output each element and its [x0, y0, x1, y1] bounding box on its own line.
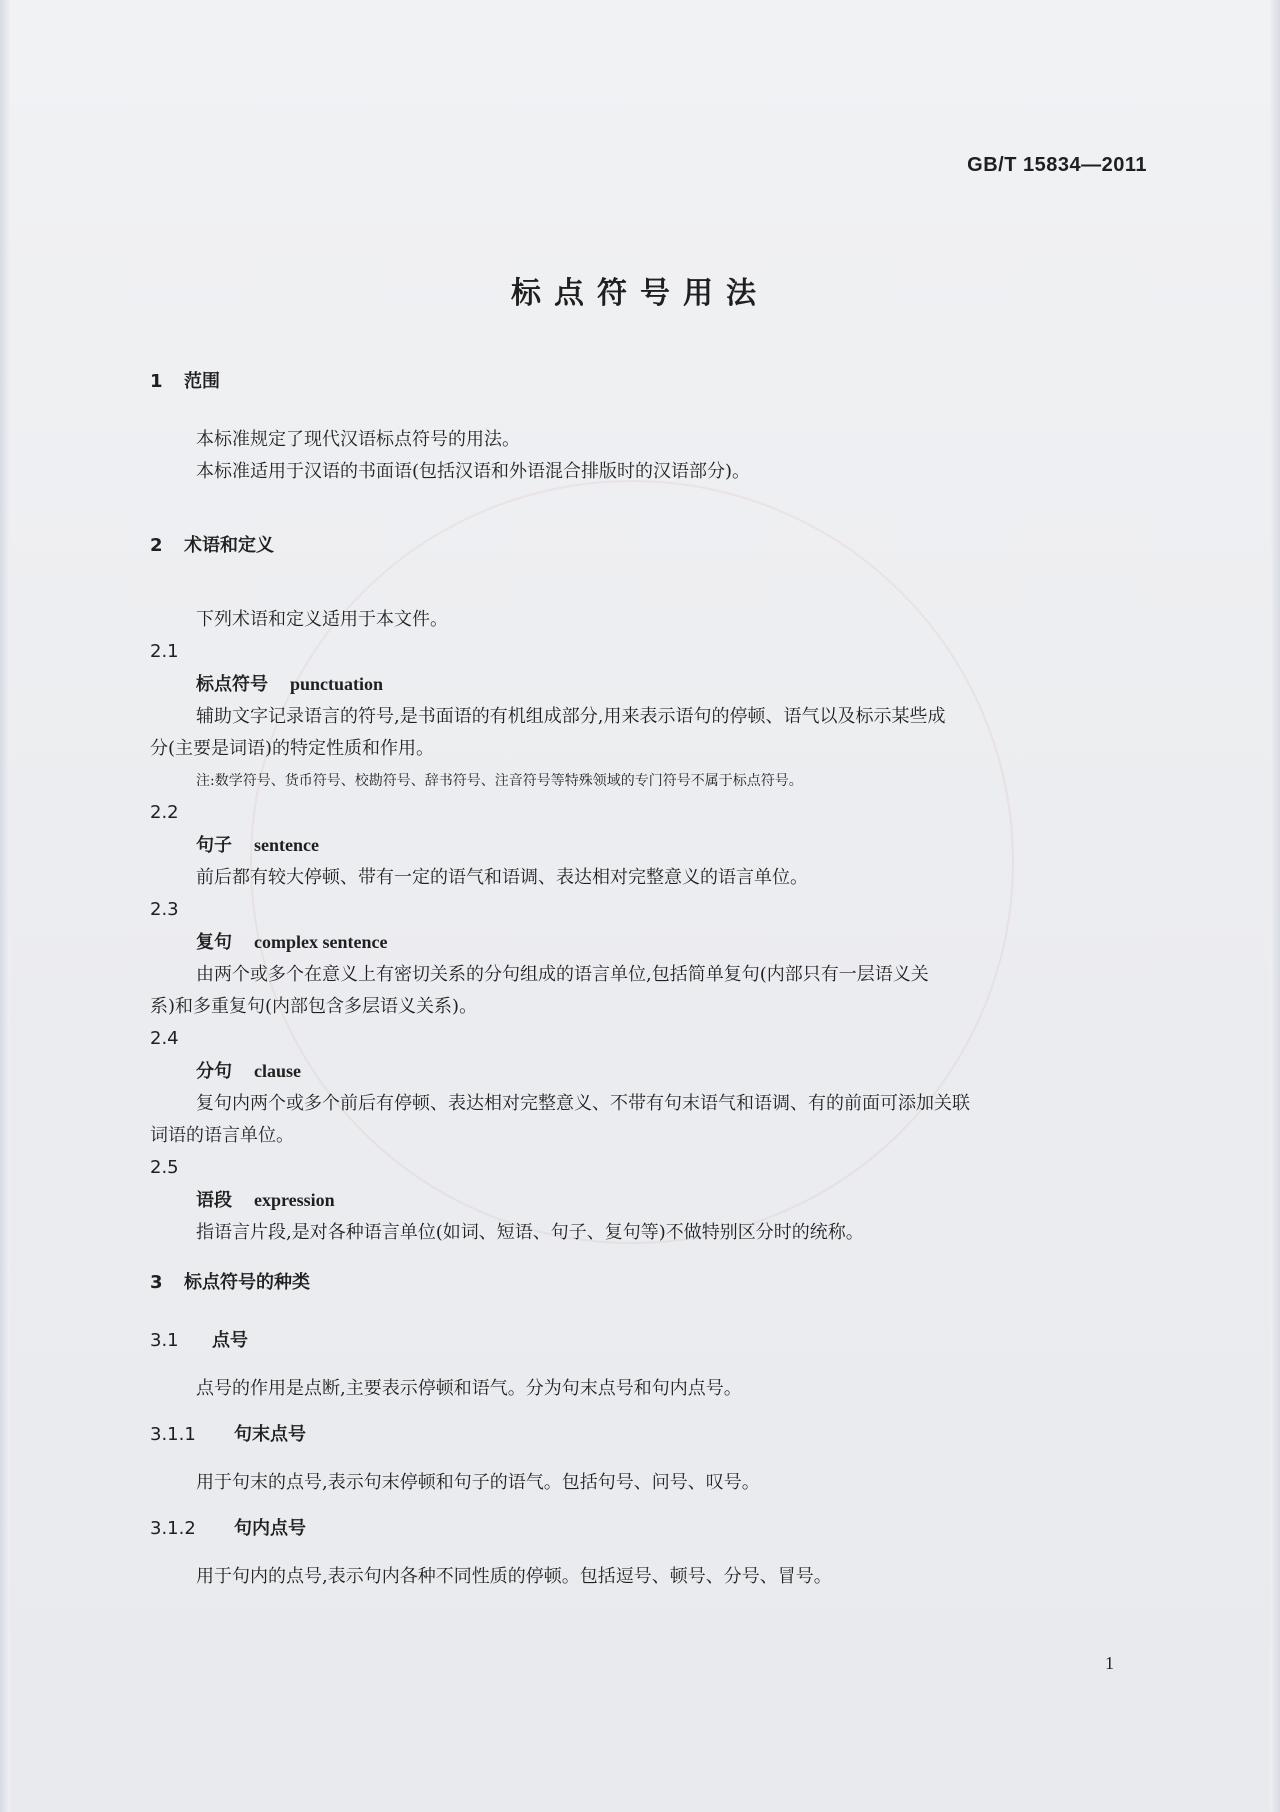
subsection-3-1-heading [150, 1325, 1150, 1357]
term-sentence [150, 829, 1150, 862]
term-number: 2.3 [150, 899, 179, 920]
term-definition-continued: 系)和多重复句(内部包含多层语义关系)。 [150, 996, 478, 1017]
subsection-3-1-2-heading [150, 1513, 1150, 1545]
term-punctuation [150, 668, 1150, 701]
term-number: 2.2 [150, 802, 179, 823]
term-number: 2.4 [150, 1028, 179, 1049]
term-en: clause [254, 1061, 301, 1081]
section-1-paragraph-1: 本标准规定了现代汉语标点符号的用法。 [196, 429, 520, 450]
page-number: 1 [1105, 1653, 1114, 1673]
subsection-3-1-paragraph: 点号的作用是点断,主要表示停顿和语气。分为句末点号和句内点号。 [196, 1378, 742, 1399]
subsection-number: 3.1 [150, 1330, 179, 1351]
subsection-3-1-2-paragraph: 用于句内的点号,表示句内各种不同性质的停顿。包括逗号、顿号、分号、冒号。 [196, 1566, 832, 1587]
section-1-heading [150, 366, 1150, 398]
term-en: expression [254, 1190, 335, 1210]
term-number: 2.1 [150, 641, 179, 662]
term-zh: 标点符号 [196, 674, 268, 695]
term-zh: 复句 [196, 932, 232, 953]
term-clause [150, 1055, 1150, 1088]
document-body [150, 366, 1150, 1593]
subsection-title: 点号 [212, 1330, 248, 1351]
term-zh: 分句 [196, 1061, 232, 1082]
subsection-number: 3.1.1 [150, 1424, 196, 1445]
term-note: 注:数学符号、货币符号、校勘符号、辞书符号、注音符号等特殊领域的专门符号不属于标点符号。 [196, 773, 803, 789]
subsection-3-1-1-paragraph: 用于句末的点号,表示句末停顿和句子的语气。包括句号、问号、叹号。 [196, 1472, 760, 1493]
section-number: 1 [150, 371, 163, 392]
term-definition-continued: 词语的语言单位。 [150, 1125, 294, 1146]
subsection-title: 句末点号 [234, 1424, 306, 1445]
section-title: 范围 [184, 371, 220, 392]
term-zh: 句子 [196, 835, 232, 856]
term-number: 2.5 [150, 1157, 179, 1178]
section-2-heading [150, 530, 1150, 562]
term-en: complex sentence [254, 932, 388, 952]
document-title: 标点符号用法 [511, 276, 769, 311]
section-title: 标点符号的种类 [184, 1272, 310, 1293]
term-definition: 辅助文字记录语言的符号,是书面语的有机组成部分,用来表示语句的停顿、语气以及标示某些成 [196, 706, 946, 727]
term-definition: 指语言片段,是对各种语言单位(如词、短语、句子、复句等)不做特别区分时的统称。 [196, 1222, 864, 1243]
term-definition: 由两个或多个在意义上有密切关系的分句组成的语言单位,包括简单复句(内部只有一层语义关 [196, 964, 929, 985]
subsection-number: 3.1.2 [150, 1518, 196, 1539]
subsection-title: 句内点号 [234, 1518, 306, 1539]
section-1-paragraph-2: 本标准适用于汉语的书面语(包括汉语和外语混合排版时的汉语部分)。 [196, 461, 751, 482]
section-3-heading [150, 1267, 1150, 1299]
section-title: 术语和定义 [184, 535, 274, 556]
term-definition: 复句内两个或多个前后有停顿、表达相对完整意义、不带有句末语气和语调、有的前面可添加关联 [196, 1093, 970, 1114]
standard-code: GB/T 15834—2011 [967, 154, 1147, 176]
term-definition-continued: 分(主要是词语)的特定性质和作用。 [150, 738, 435, 759]
term-definition: 前后都有较大停顿、带有一定的语气和语调、表达相对完整意义的语言单位。 [196, 867, 808, 888]
section-2-intro: 下列术语和定义适用于本文件。 [196, 609, 448, 630]
subsection-3-1-1-heading [150, 1419, 1150, 1451]
term-zh: 语段 [196, 1190, 232, 1211]
term-expression [150, 1184, 1150, 1217]
term-complex-sentence [150, 926, 1150, 959]
section-number: 2 [150, 535, 163, 556]
section-number: 3 [150, 1272, 163, 1293]
term-en: sentence [254, 835, 319, 855]
term-en: punctuation [290, 674, 384, 694]
